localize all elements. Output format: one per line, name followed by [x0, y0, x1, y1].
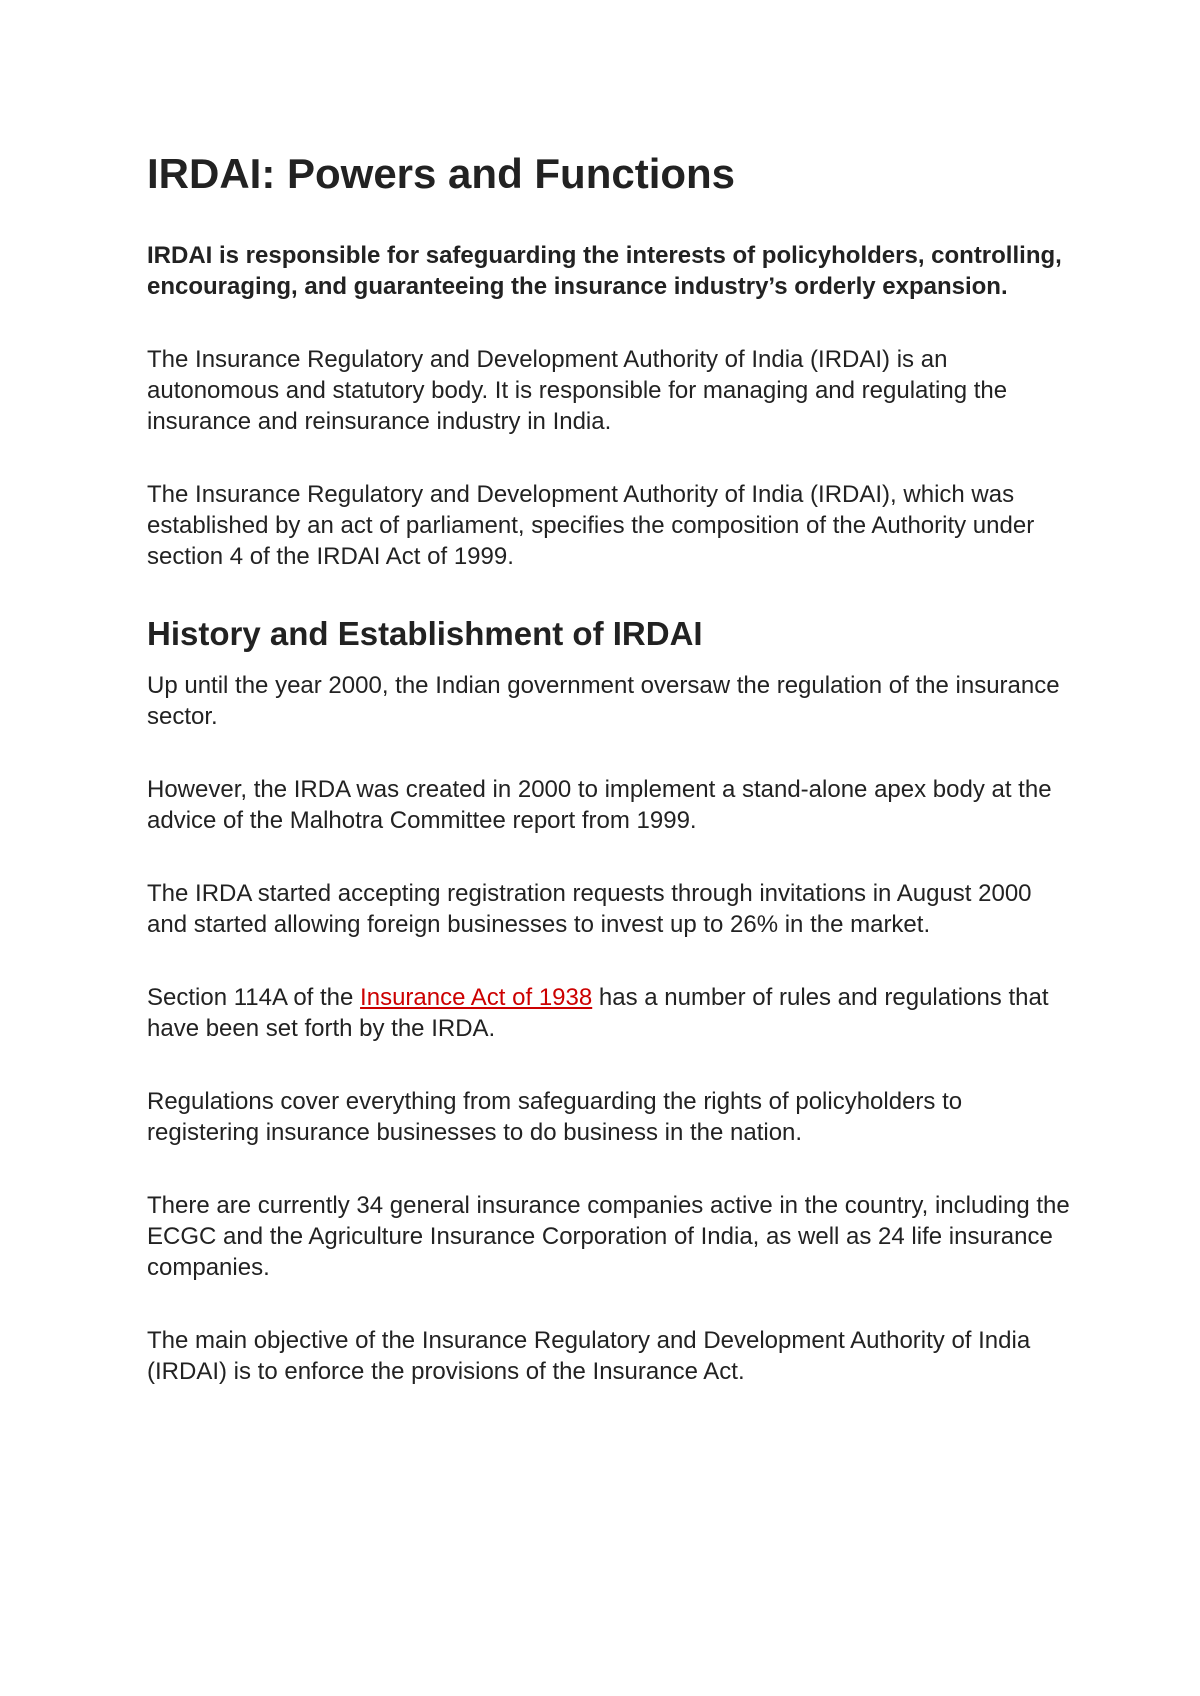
intro-paragraph-2: The Insurance Regulatory and Development Authority of India (IRDAI), which was established by an act of parliament, specifies the composition of the Authority under section 4 of the IRDAI Act of 1999.	[147, 481, 1035, 570]
closing-paragraph-3: The main objective of the Insurance Regulatory and Development Authority of India (IRDAI) is to enforce the provisions of the Insurance Act.	[147, 1327, 1031, 1385]
history-paragraph-3: The IRDA started accepting registration requests through invitations in August 2000 and started allowing foreign businesses to invest up to 26% in the market.	[147, 880, 1032, 938]
lead-paragraph: IRDAI is responsible for safeguarding the interests of policyholders, controlling, encouraging, and guaranteeing the insurance industry’s orderly expansion.	[147, 242, 1062, 300]
document-title: IRDAI: Powers and Functions	[147, 150, 736, 197]
history-paragraph-2: However, the IRDA was created in 2000 to implement a stand-alone apex body at the advice of the Malhotra Committee report from 1999.	[147, 776, 1052, 834]
insurance-act-link[interactable]: Insurance Act of 1938	[360, 984, 593, 1011]
closing-paragraph-2: There are currently 34 general insurance companies active in the country, including the ECGC and the Agriculture Insurance Corporation of India, as well as 24 life insurance companies.	[147, 1192, 1070, 1281]
section-text-before: Section 114A of the	[147, 984, 361, 1011]
history-paragraph-1: Up until the year 2000, the Indian government oversaw the regulation of the insurance sector.	[147, 672, 1060, 730]
document-page	[147, 148, 1077, 1429]
section-114a-paragraph	[147, 982, 1077, 1044]
section-text-after: has a number of rules and regulations that have been set forth by the IRDA.	[147, 984, 1049, 1042]
history-heading: History and Establishment of IRDAI	[147, 615, 703, 652]
closing-paragraph-1: Regulations cover everything from safeguarding the rights of policyholders to registering insurance businesses to do business in the nation.	[147, 1088, 963, 1146]
intro-paragraph-1: The Insurance Regulatory and Development Authority of India (IRDAI) is an autonomous and statutory body. It is responsible for managing and regulating the insurance and reinsurance industry in India.	[147, 346, 1008, 435]
